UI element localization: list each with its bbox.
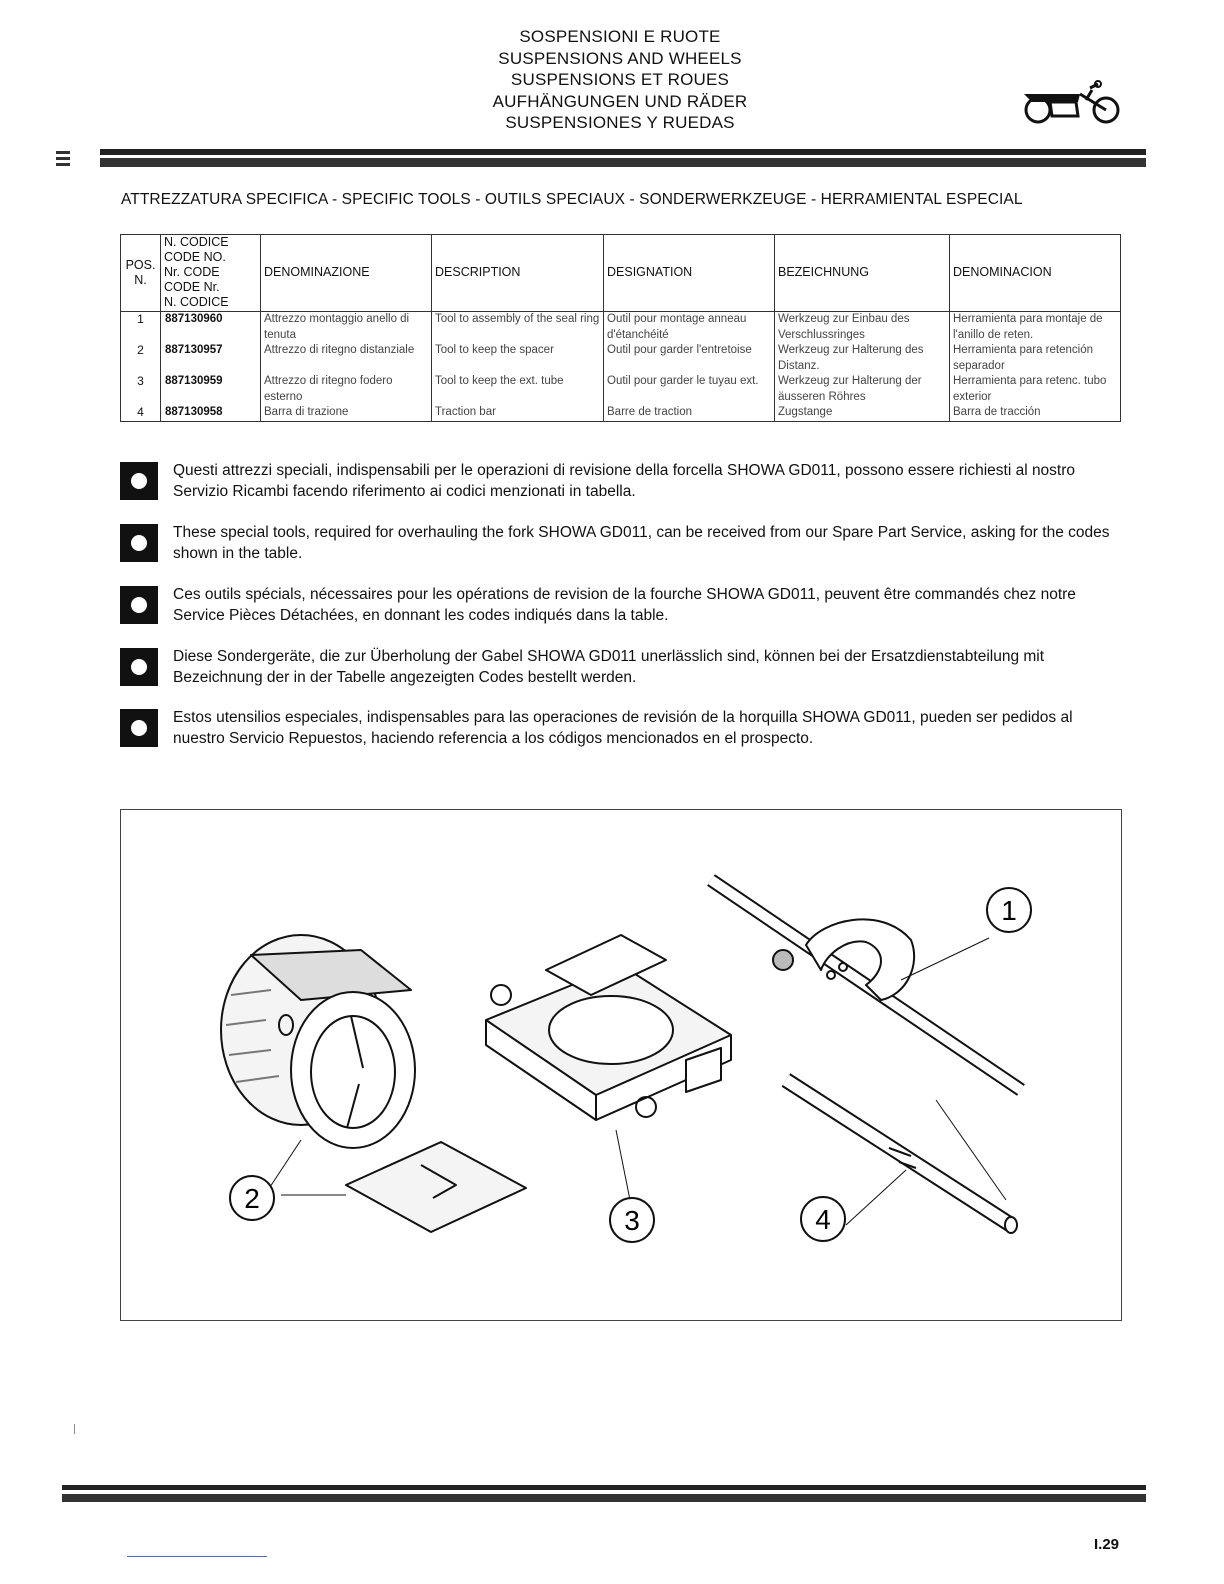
- table-header-row: [121, 235, 1121, 312]
- language-bullet-icon: [120, 462, 158, 500]
- header-line-en: SUSPENSIONS AND WHEELS: [498, 48, 742, 68]
- scan-mark: [74, 1424, 75, 1434]
- footer-rule: [62, 1494, 1146, 1502]
- cell-it: Attrezzo di ritegno fodero esterno: [261, 374, 432, 405]
- cell-de: Zugstange: [775, 405, 950, 422]
- footer-rule: [62, 1485, 1146, 1490]
- note-text: Ces outils spécials, nécessaires pour les opérations de revision de la fourche SHOWA GD011, peuvent être commandés chez notre Service Pièces Détachées, en donnant les codes indiqués dans la table.: [173, 586, 1076, 624]
- tools-drawing: [121, 810, 1121, 1320]
- cell-de: Werkzeug zur Einbau des Verschlussringes: [775, 312, 950, 344]
- header-rule: [100, 149, 1146, 155]
- c-wrench-tool: [711, 880, 1021, 1090]
- cell-de: Werkzeug zur Halterung des Distanz.: [775, 343, 950, 374]
- cell-es: Barra de tracción: [950, 405, 1121, 422]
- header-rule: [100, 158, 1146, 167]
- callout-label: 3: [624, 1205, 640, 1236]
- header-pos-line: N.: [134, 273, 147, 287]
- margin-mark: [56, 151, 70, 154]
- cell-fr: Outil pour garder le tuyau ext.: [604, 374, 775, 405]
- header-designation: DESIGNATION: [604, 235, 775, 312]
- header-code: [161, 235, 261, 312]
- cell-it: Attrezzo montaggio anello di tenuta: [261, 312, 432, 344]
- cell-it: Barra di trazione: [261, 405, 432, 422]
- seal-ring-tool: [221, 935, 415, 1148]
- note-text: Estos utensilios especiales, indispensables para las operaciones de revisión de la horquilla SHOWA GD011, pueden ser pedidos al nuestro Servicio Repuestos, haciendo referencia a los códigos mencionados en el prospecto.: [173, 709, 1073, 747]
- callout-label: 1: [1001, 895, 1017, 926]
- header-code-line: CODE Nr.: [164, 280, 220, 294]
- cell-it: Attrezzo di ritegno distanziale: [261, 343, 432, 374]
- cell-fr: Outil pour montage anneau d'étanchéité: [604, 312, 775, 344]
- language-bullet-icon: [120, 648, 158, 686]
- cell-en: Traction bar: [432, 405, 604, 422]
- cell-code: 887130958: [161, 405, 261, 422]
- header-denominazione: DENOMINAZIONE: [261, 235, 432, 312]
- callout-4: [801, 1197, 845, 1241]
- cell-en: Tool to keep the ext. tube: [432, 374, 604, 405]
- cell-pos: 4: [121, 405, 161, 422]
- cell-en: Tool to assembly of the seal ring: [432, 312, 604, 344]
- note-text: These special tools, required for overhauling the fork SHOWA GD011, can be received from our Spare Part Service, asking for the codes shown in the table.: [173, 524, 1110, 562]
- cell-es: Herramienta para retención separador: [950, 343, 1121, 374]
- page-number: I.29: [1094, 1536, 1120, 1553]
- table-row: [121, 405, 1121, 422]
- header-line-fr: SUSPENSIONS ET ROUES: [510, 70, 730, 89]
- note-text: Diese Sondergeräte, die zur Überholung der Gabel SHOWA GD011 unerlässlich sind, können bei der Ersatzdienstabteilung mit Bezeichnung der in der Tabelle angezeigten Codes bestellt werden.: [173, 648, 1045, 686]
- margin-mark: [56, 163, 70, 166]
- header-code-line: N. CODICE: [164, 235, 229, 249]
- tools-illustration: [120, 809, 1122, 1321]
- callout-3: [610, 1198, 654, 1242]
- specific-tools-table: [120, 234, 1121, 422]
- tube-clamp-tool: [486, 935, 731, 1120]
- callout-2: [230, 1176, 274, 1220]
- cell-code: 887130957: [161, 343, 261, 374]
- callout-label: 4: [815, 1204, 831, 1235]
- language-bullet-icon: [120, 586, 158, 624]
- cell-pos: 3: [121, 374, 161, 405]
- cell-code: 887130960: [161, 312, 261, 344]
- table-row: [121, 343, 1121, 374]
- header-bezeichnung: BEZEICHNUNG: [775, 235, 950, 312]
- callout-1: [987, 888, 1031, 932]
- header-code-line: N. CODICE: [164, 295, 229, 309]
- cell-fr: Barre de traction: [604, 405, 775, 422]
- note-text: Questi attrezzi speciali, indispensabili per le operazioni di revisione della forcella SHOWA GD011, possono essere richiesti al nostro Servizio Ricambi facendo riferimento ai codici menzionati in tabella.: [173, 462, 1076, 500]
- header-denominacion: DENOMINACION: [950, 235, 1121, 312]
- cell-pos: 2: [121, 343, 161, 374]
- footer-link-underline: [127, 1556, 267, 1557]
- margin-mark: [56, 157, 70, 160]
- header-code-line: CODE NO.: [164, 250, 226, 264]
- cell-en: Tool to keep the spacer: [432, 343, 604, 374]
- header-pos-line: POS.: [125, 257, 156, 272]
- cell-code: 887130959: [161, 374, 261, 405]
- language-bullet-icon: [120, 709, 158, 747]
- section-subtitle: ATTREZZATURA SPECIFICA - SPECIFIC TOOLS - OUTILS SPECIAUX - SONDERWERKZEUGE - HERRAMIENTAL ESPECIAL: [121, 191, 1023, 208]
- language-bullet-icon: [120, 524, 158, 562]
- spacer-plate: [346, 1142, 526, 1232]
- cell-es: Herramienta para montaje de l'anillo de reten.: [950, 312, 1121, 344]
- header-line-es: SUSPENSIONES Y RUEDAS: [505, 113, 735, 132]
- motorcycle-icon: [1020, 80, 1124, 126]
- header-description: DESCRIPTION: [432, 235, 604, 312]
- cell-pos: 1: [121, 312, 161, 344]
- header-line-de: AUFHÄNGUNGEN UND RÄDER: [492, 91, 748, 111]
- table-row: [121, 312, 1121, 344]
- page-header: [400, 26, 840, 134]
- table-row: [121, 374, 1121, 405]
- header-line-it: SOSPENSIONI E RUOTE: [519, 27, 721, 46]
- cell-de: Werkzeug zur Halterung der äusseren Röhres: [775, 374, 950, 405]
- cell-fr: Outil pour garder l'entretoise: [604, 343, 775, 374]
- header-code-line: Nr. CODE: [164, 265, 220, 279]
- callout-label: 2: [244, 1183, 260, 1214]
- header-pos: [121, 235, 161, 312]
- cell-es: Herramienta para retenc. tubo exterior: [950, 374, 1121, 405]
